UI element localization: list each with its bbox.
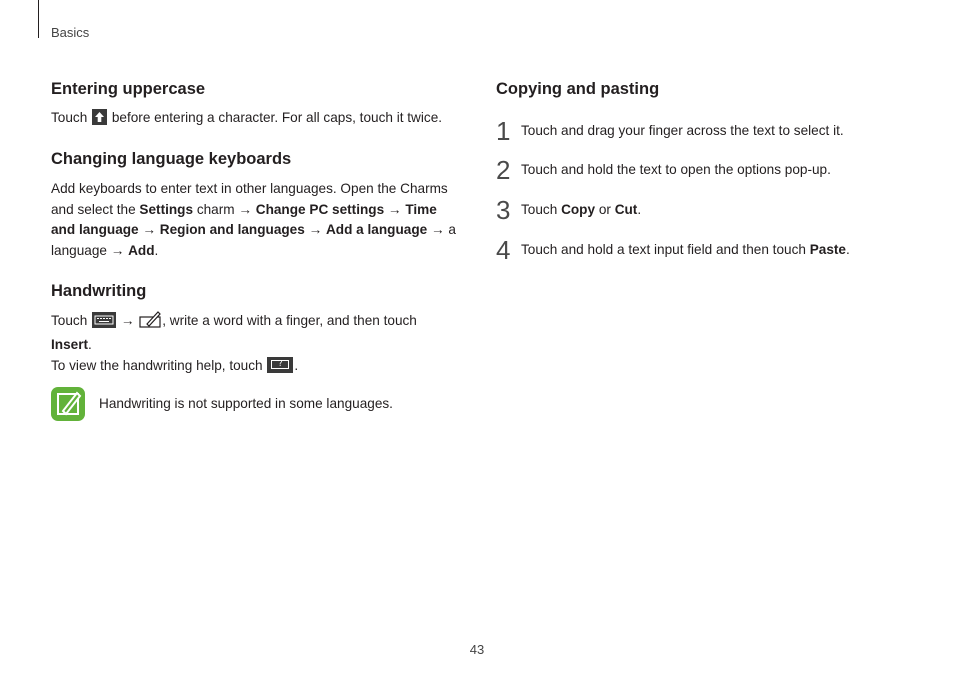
- change-pc-settings-label: Change PC settings: [255, 201, 385, 217]
- heading-entering-uppercase: Entering uppercase: [51, 80, 206, 98]
- step-number: 4: [496, 235, 511, 265]
- page-number: 43: [469, 642, 485, 657]
- settings-label: Settings: [139, 201, 194, 217]
- heading-handwriting: Handwriting: [51, 282, 147, 300]
- header-rule: [38, 0, 39, 38]
- handwriting-instructions: Touch → , write a word with a finger, and then touch Insert.: [51, 310, 461, 355]
- copy-label: Copy: [561, 202, 596, 217]
- help-icon: ?: [267, 357, 293, 373]
- step-text: Touch and drag your finger across the text to select it.: [521, 123, 844, 138]
- cut-label: Cut: [614, 202, 638, 217]
- paste-label: Paste: [809, 242, 846, 257]
- uppercase-instructions: Touch before entering a character. For all caps, touch it twice.: [51, 108, 442, 132]
- handwriting-help-instructions: To view the handwriting help, touch ? .: [51, 358, 299, 373]
- time-and-language-label: Time and language: [51, 201, 437, 237]
- step-text: Touch and hold a text input field and then touch Paste.: [521, 242, 850, 257]
- add-a-language-label: Add a language: [325, 222, 428, 237]
- section-label: Basics: [51, 25, 90, 40]
- step-number: 3: [496, 195, 511, 225]
- handwriting-note: Handwriting is not supported in some languages.: [99, 396, 393, 411]
- region-and-languages-label: Region and languages: [159, 222, 305, 237]
- note-icon: [51, 387, 85, 421]
- add-label: Add: [128, 242, 155, 258]
- step-number: 2: [496, 155, 511, 185]
- keyboard-icon: [92, 312, 116, 335]
- shift-icon: [92, 109, 107, 132]
- heading-changing-language: Changing language keyboards: [51, 150, 292, 168]
- insert-label: Insert: [51, 336, 89, 352]
- language-instructions: Add keyboards to enter text in other languages. Open the Charms and select the Settings charm → Change PC settings → Time and language → Region and languages → Add a language → a language → Add.: [51, 181, 456, 258]
- step-number: 1: [496, 116, 511, 146]
- heading-copying-pasting: Copying and pasting: [496, 80, 660, 98]
- step-text: Touch and hold the text to open the options pop-up.: [521, 162, 831, 177]
- step-text: Touch Copy or Cut.: [521, 202, 642, 217]
- pen-icon: [139, 310, 161, 335]
